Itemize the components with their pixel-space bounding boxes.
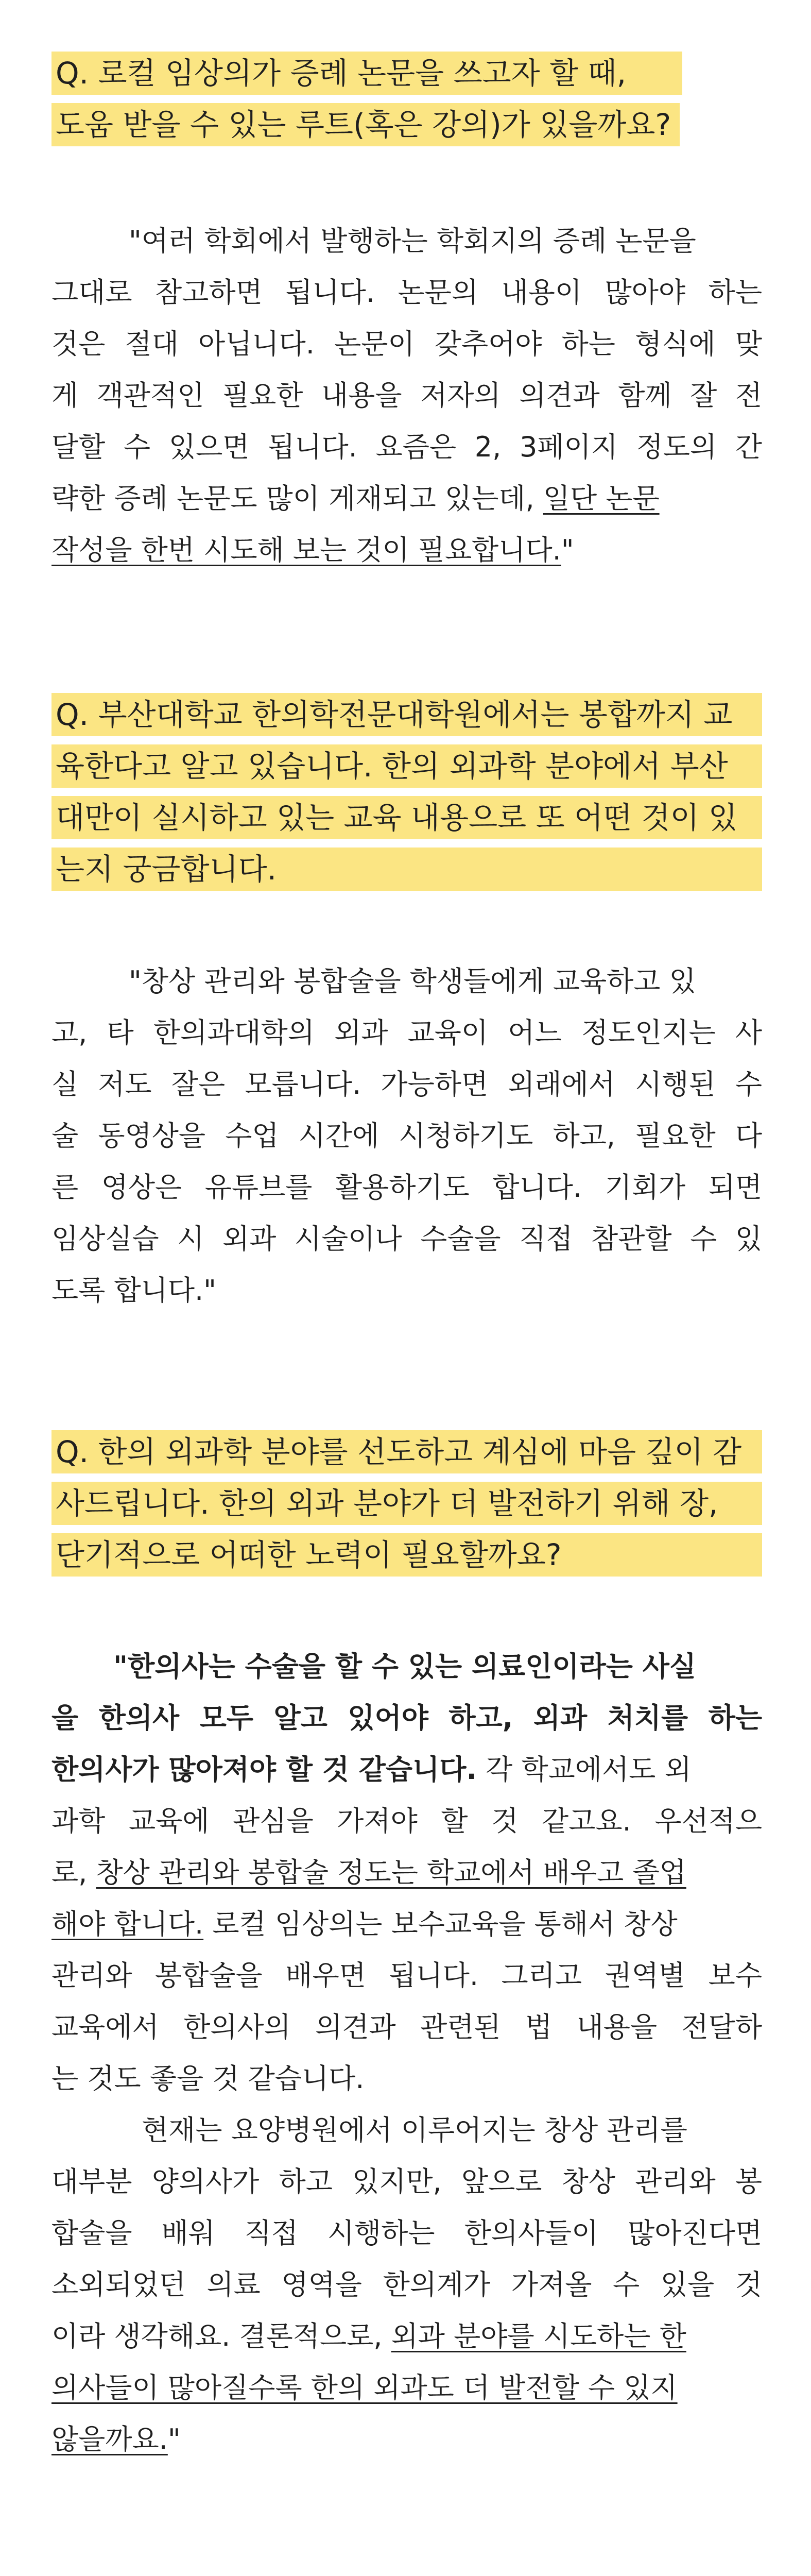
answer-3-line: 현재는 요양병원에서 이루어지는 창상 관리를: [142, 2114, 687, 2146]
answer-1-line: 달할 수 있으면 됩니다. 요즘은 2, 3페이지 정도의 간: [51, 431, 762, 463]
answer-2-line: 른 영상은 유튜브를 활용하기도 합니다. 기회가 되면: [51, 1171, 762, 1204]
answer-3-line: [51, 1744, 762, 1795]
answer-3-line: 합술을 배워 직접 시행하는 한의사들이 많아진다면: [51, 2217, 762, 2249]
answer-2-line: 고, 타 한의과대학의 외과 교육이 어느 정도인지는 사: [51, 1016, 762, 1049]
answer-1-line: 것은 절대 아닙니다. 논문이 갖추어야 하는 형식에 맞: [51, 328, 762, 360]
answer-3-line: [51, 2311, 762, 2362]
answer-3: [51, 1641, 762, 2465]
question-2-line-2: 육한다고 알고 있습니다. 한의 외과학 분야에서 부산: [51, 744, 762, 788]
question-3-line-2: 사드립니다. 한의 외과 분야가 더 발전하기 위해 장,: [51, 1482, 762, 1525]
answer-3-line: "한의사는 수술을 할 수 있는 의료인이라는 사실: [113, 1650, 697, 1683]
question-2-line-3: 대만이 실시하고 있는 교육 내용으로 또 어떤 것이 있: [51, 796, 762, 839]
question-2-line-1: Q. 부산대학교 한의학전문대학원에서는 봉합까지 교: [51, 693, 762, 736]
question-1-line-2: 도움 받을 수 있는 루트(혹은 강의)가 있을까요?: [51, 103, 680, 146]
answer-1: [51, 215, 762, 576]
question-2-line-4: 는지 궁금합니다.: [51, 848, 762, 891]
answer-1-underlined-text: 일단 논문: [543, 482, 660, 515]
answer-1-line: [51, 473, 762, 524]
answer-3-line: 소외되었던 의료 영역을 한의계가 가져올 수 있을 것: [51, 2268, 762, 2301]
answer-1-closing-quote: ": [561, 534, 574, 566]
answer-3-closing-quote: ": [167, 2423, 181, 2455]
answer-1-line: [51, 524, 762, 576]
answer-3-line: 관리와 봉합술을 배우면 됩니다. 그리고 권역별 보수: [51, 1959, 762, 1992]
answer-3-line: 의사들이 많아질수록 한의 외과도 더 발전할 수 있지: [51, 2371, 678, 2404]
answer-3-text: 이라 생각해요. 결론적으로,: [51, 2320, 391, 2352]
answer-3-line: 는 것도 좋을 것 같습니다.: [51, 2062, 365, 2095]
answer-3-underlined-text: 해야 합니다.: [51, 1908, 204, 1940]
answer-3-text: 로,: [51, 1856, 96, 1889]
answer-2-line: 임상실습 시 외과 시술이나 수술을 직접 참관할 수 있: [51, 1223, 762, 1255]
answer-3-line: 과학 교육에 관심을 가져야 할 것 같고요. 우선적으: [51, 1805, 762, 1837]
answer-1-underlined-text: 작성을 한번 시도해 보는 것이 필요합니다.: [51, 534, 561, 566]
answer-2-line: 술 동영상을 수업 시간에 시청하기도 하고, 필요한 다: [51, 1120, 762, 1152]
answer-1-line: 그대로 참고하면 됩니다. 논문의 내용이 많아야 하는: [51, 276, 762, 309]
question-3: [51, 1430, 762, 1585]
answer-3-underlined-text: 외과 분야를 시도하는 한: [391, 2320, 686, 2352]
answer-3-text: 로컬 임상의는 보수교육을 통해서 창상: [203, 1908, 678, 1940]
answer-3-line: [51, 2414, 762, 2465]
answer-3-line: [51, 1847, 762, 1899]
answer-1-line: "여러 학회에서 발행하는 학회지의 증례 논문을: [129, 225, 696, 257]
answer-1-text: 략한 증례 논문도 많이 게재되고 있는데,: [51, 482, 543, 515]
answer-2-line: "창상 관리와 봉합술을 학생들에게 교육하고 있: [129, 965, 696, 997]
answer-3-underlined-text: 창상 관리와 봉합술 정도는 학교에서 배우고 졸업: [96, 1856, 686, 1889]
answer-3-text: 각 학교에서도 외: [477, 1753, 692, 1786]
answer-3-line: [51, 1899, 762, 1950]
answer-2: [51, 956, 762, 1316]
answer-3-line: 을 한의사 모두 알고 있어야 하고, 외과 처치를 하는: [51, 1702, 762, 1734]
question-2: [51, 693, 762, 899]
answer-3-bold-text: 한의사가 많아져야 할 것 같습니다.: [51, 1753, 477, 1786]
answer-1-line: 게 객관적인 필요한 내용을 저자의 의견과 함께 잘 전: [51, 379, 762, 412]
answer-2-line: 실 저도 잘은 모릅니다. 가능하면 외래에서 시행된 수: [51, 1068, 762, 1100]
question-3-line-1: Q. 한의 외과학 분야를 선도하고 계심에 마음 깊이 감: [51, 1430, 762, 1473]
question-1-line-1: Q. 로컬 임상의가 증례 논문을 쓰고자 할 때,: [51, 52, 682, 95]
answer-3-line: 교육에서 한의사의 의견과 관련된 법 내용을 전달하: [51, 2011, 762, 2043]
answer-3-underlined-text: 않을까요.: [51, 2423, 168, 2455]
question-1: [51, 52, 682, 155]
answer-3-line: 대부분 양의사가 하고 있지만, 앞으로 창상 관리와 봉: [51, 2165, 762, 2198]
answer-2-line: 도록 합니다.": [51, 1274, 216, 1307]
question-3-line-3: 단기적으로 어떠한 노력이 필요할까요?: [51, 1533, 762, 1577]
